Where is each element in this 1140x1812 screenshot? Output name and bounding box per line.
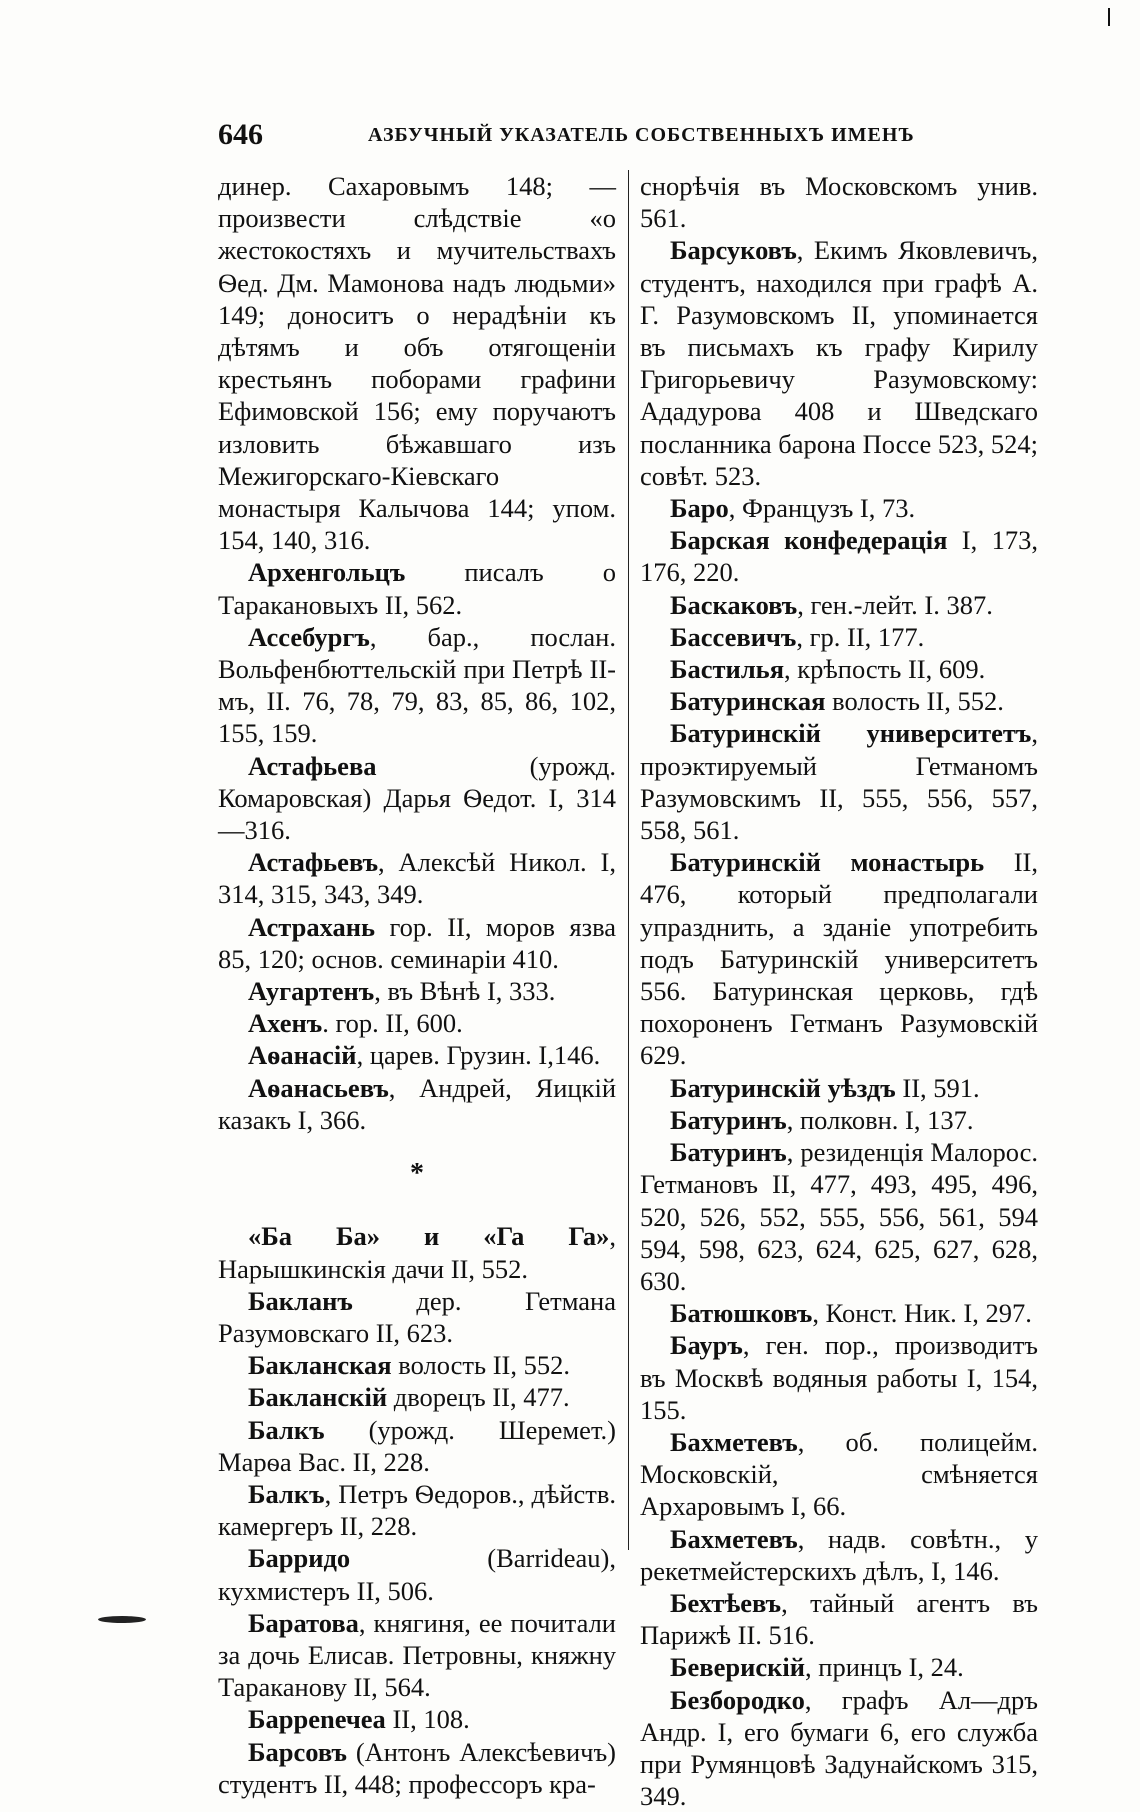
entry-text: , резиденція Малорос. Гетмановъ II, 477, 493, 495, 496, 520, 526, 552, 555, 556, 561, 594 594, 598, 623, 624, 625, 627, 628, 630. [640,1137,1038,1296]
entry-name: Баратова [248,1607,359,1638]
index-entry [218,846,616,910]
entry-name: Батюшковъ [670,1298,813,1329]
entry-name: Ахенъ [248,1008,323,1039]
entry-name: Астафьева [248,750,377,781]
entry-text: гор. II, моров язва 85, 120; основ. семинаріи 410. [218,911,616,974]
index-entry [218,1736,616,1800]
entry-name: Балкъ [248,1478,325,1509]
ink-smudge [98,1616,146,1623]
entry-text: , гр. II, 177. [796,621,925,652]
index-entry [640,1136,1038,1297]
index-entry [218,1349,616,1381]
entry-name: Бехтѣевъ [670,1587,782,1618]
index-entry [218,1703,616,1735]
right-column [640,170,1038,1812]
entry-text: дер. Гетмана Разумовскаго II, 623. [218,1285,616,1348]
index-entry [218,750,616,847]
column-divider [628,170,629,1550]
entry-text: , Французъ I, 73. [728,493,916,524]
entry-text: динер. Сахаровымъ 148; — произвести слѣдствіе «о жестокостяхъ и мучительствахъ Ѳед. Дм. Мамонова надъ людьми» 149; доноситъ о нерадѣніи къ дѣтямъ и объ отягощеніи крестьянъ поборами графини Ефимовской 156; ему поручаютъ изловить бѣжавшаго изъ Межигорскаго-Кіевскаго монастыря Калычова 144; упом. 154, 140, 316. [218,171,616,556]
index-entry [640,621,1038,653]
left-entries-b [218,1220,616,1800]
index-entry [640,1426,1038,1523]
right-entries [640,170,1038,1812]
scan-mark [1108,8,1110,26]
index-entry [640,653,1038,685]
entry-text: I, 173, 176, 220. [640,525,1038,588]
index-entry [640,1297,1038,1329]
entry-text: дворецъ II, 477. [387,1382,570,1413]
index-entry [218,1285,616,1349]
entry-text: (урожд. Шеремет.) Марѳа Вас. II, 228. [218,1414,616,1477]
entry-text: , графъ Ал—дръ Андр. I, его бумаги 6, его служба при Румянцовѣ Задунайскомъ 315, 349. [640,1684,1038,1812]
entry-name: Барреnечеа [248,1704,386,1735]
running-head: АЗБУЧНЫЙ УКАЗАТЕЛЬ СОБСТВЕННЫХЪ ИМЕНЪ [368,124,915,146]
index-entry [640,492,1038,524]
entry-text: волость II, 552. [391,1350,570,1381]
index-entry [218,1542,616,1606]
index-entry [640,846,1038,1071]
index-entry [218,1220,616,1284]
entry-name: Балкъ [248,1414,325,1445]
index-entry [640,1587,1038,1651]
entry-name: Аѳанасій [248,1040,357,1071]
entry-name: Батуринская [670,686,826,717]
index-entry [640,1684,1038,1812]
entry-text: , ген.-лейт. I. 387. [797,589,993,620]
entry-name: Бассевичъ [670,621,797,652]
left-column [218,170,616,1800]
entry-text: , надв. совѣтн., у рекетмейстерскихъ дѣлъ, I, 146. [640,1523,1038,1586]
entry-text: , Конст. Ник. I, 297. [812,1298,1032,1329]
entry-name: Батуринскій университетъ [670,718,1032,749]
entry-name: Аугартенъ [248,976,375,1007]
entry-text: , проэктируемый Гетманомъ Разумовскимъ II, 555, 556, 557, 558, 561. [640,718,1038,846]
index-entry [218,556,616,620]
entry-text: , тайный агентъ въ Парижѣ II. 516. [640,1587,1038,1651]
index-entry [218,1607,616,1704]
entry-name: Бакланъ [248,1285,353,1316]
index-entry [218,1381,616,1413]
entry-text: , крѣпость II, 609. [784,654,986,685]
entry-name: Бахметевъ [670,1426,798,1457]
entry-text: , бар., послан. Вольфенбюттельскій при Петрѣ II-мъ, II. 76, 78, 79, 83, 85, 86, 102, 155, 159. [218,621,616,749]
entry-name: Беверискій [670,1652,806,1683]
entry-name: Ассебургъ [248,621,370,652]
entry-name: Батуринскій монастырь [670,847,985,878]
index-entry [218,170,616,556]
index-entry [640,1104,1038,1136]
entry-name: Бахметевъ [670,1523,798,1554]
index-entry [218,1478,616,1542]
entry-text: , Андрей, Яицкій казакъ I, 366. [218,1072,616,1135]
entry-text: , въ Вѣнѣ I, 333. [374,976,556,1007]
entry-text: , полковн. I, 137. [786,1104,974,1135]
index-entry [640,1523,1038,1587]
left-entries-a [218,170,616,1136]
entry-text: (урожд. Комаровская) Дарья Ѳедот. I, 314—316. [218,750,616,846]
entry-text: II, 476, который предполагали упразднить, а зданіе употребить подъ Батуринскій университетъ 556. Батуринская церковь, гдѣ похороненъ Гетманъ Разумовскій 629. [640,847,1038,1071]
page-header [218,118,1038,158]
entry-name: Астафьевъ [248,847,379,878]
entry-name: Баскаковъ [670,589,798,620]
entry-name: Батуринъ [670,1137,787,1168]
entry-text: писалъ о Таракановыхъ II, 562. [218,557,616,620]
entry-name: Бастилья [670,654,785,685]
entry-text: , Екимъ Яковлевичъ, студентъ, находился при графѣ А. Г. Разумовскомъ II, упоминается въ письмахъ къ графу Кирилу Григорьевичу Разумовскому: Ададурова 408 и Шведскаго посланника барона Поссе 523, 524; совѣт. 523. [640,235,1038,491]
entry-text: (Barrideau), кухмистеръ II, 506. [218,1543,616,1606]
entry-name: Астрахань [248,911,376,942]
entry-text: , об. полицейм. Московскій, смѣняется Архаровымъ I, 66. [640,1426,1038,1522]
index-entry [218,1414,616,1478]
index-entry [218,975,616,1007]
entry-text: II, 591. [895,1072,980,1103]
entry-text: снорѣчія въ Московскомъ унив. 561. [640,171,1038,234]
entry-text: волость II, 552. [825,686,1004,717]
entry-text: , ген. пор., производитъ въ Москвѣ водяныя работы I, 154, 155. [640,1330,1038,1425]
entry-text: , принцъ I, 24. [805,1652,964,1683]
section-separator: * [410,1158,424,1190]
index-entry [640,717,1038,846]
entry-name: Баро [670,493,729,524]
entry-name: Батуринъ [670,1104,787,1135]
entry-name: Барсовъ [248,1736,347,1767]
index-entry [640,589,1038,621]
entry-text: , царев. Грузин. I,146. [356,1040,601,1071]
index-entry [640,234,1038,492]
index-entry [218,911,616,975]
entry-name: Бакланскій [248,1382,388,1413]
entry-name: Архенгольцъ [248,557,406,588]
index-entry [640,170,1038,234]
entry-text: , княгиня, ее почитали за дочь Елисав. Петровны, княжну Тараканову II, 564. [218,1607,616,1703]
entry-name: Бауръ [670,1330,743,1361]
index-entry [218,1072,616,1136]
entry-text: , Петръ Ѳедоров., дѣйств. камергеръ II, 228. [218,1478,616,1542]
entry-text: , Нарышкинскія дачи II, 552. [218,1221,616,1284]
entry-name: Бакланская [248,1350,392,1381]
entry-name: Аѳанасьевъ [248,1072,389,1103]
entry-text: II, 108. [385,1704,470,1735]
entry-name: Батуринскій уѣздъ [670,1072,896,1103]
entry-text: , Алексѣй Никол. I, 314, 315, 343, 349. [218,847,616,910]
entry-text: (Антонъ Алексѣевичъ) студентъ II, 448; профессоръ кра- [218,1736,616,1799]
index-entry [640,1651,1038,1683]
index-entry [218,621,616,750]
index-entry [640,1329,1038,1426]
index-entry [640,1072,1038,1104]
entry-name: Барская конфедерація [670,525,948,556]
index-entry [640,524,1038,588]
page-number: 646 [218,118,263,151]
entry-name: Барридо [248,1543,351,1574]
index-entry [640,685,1038,717]
entry-text: . гор. II, 600. [322,1008,463,1039]
entry-name: «Ба Ба» и «Га Га» [248,1221,610,1252]
entry-name: Барсуковъ [670,235,797,266]
index-entry [218,1039,616,1071]
entry-name: Безбородко [670,1684,805,1715]
index-entry [218,1007,616,1039]
